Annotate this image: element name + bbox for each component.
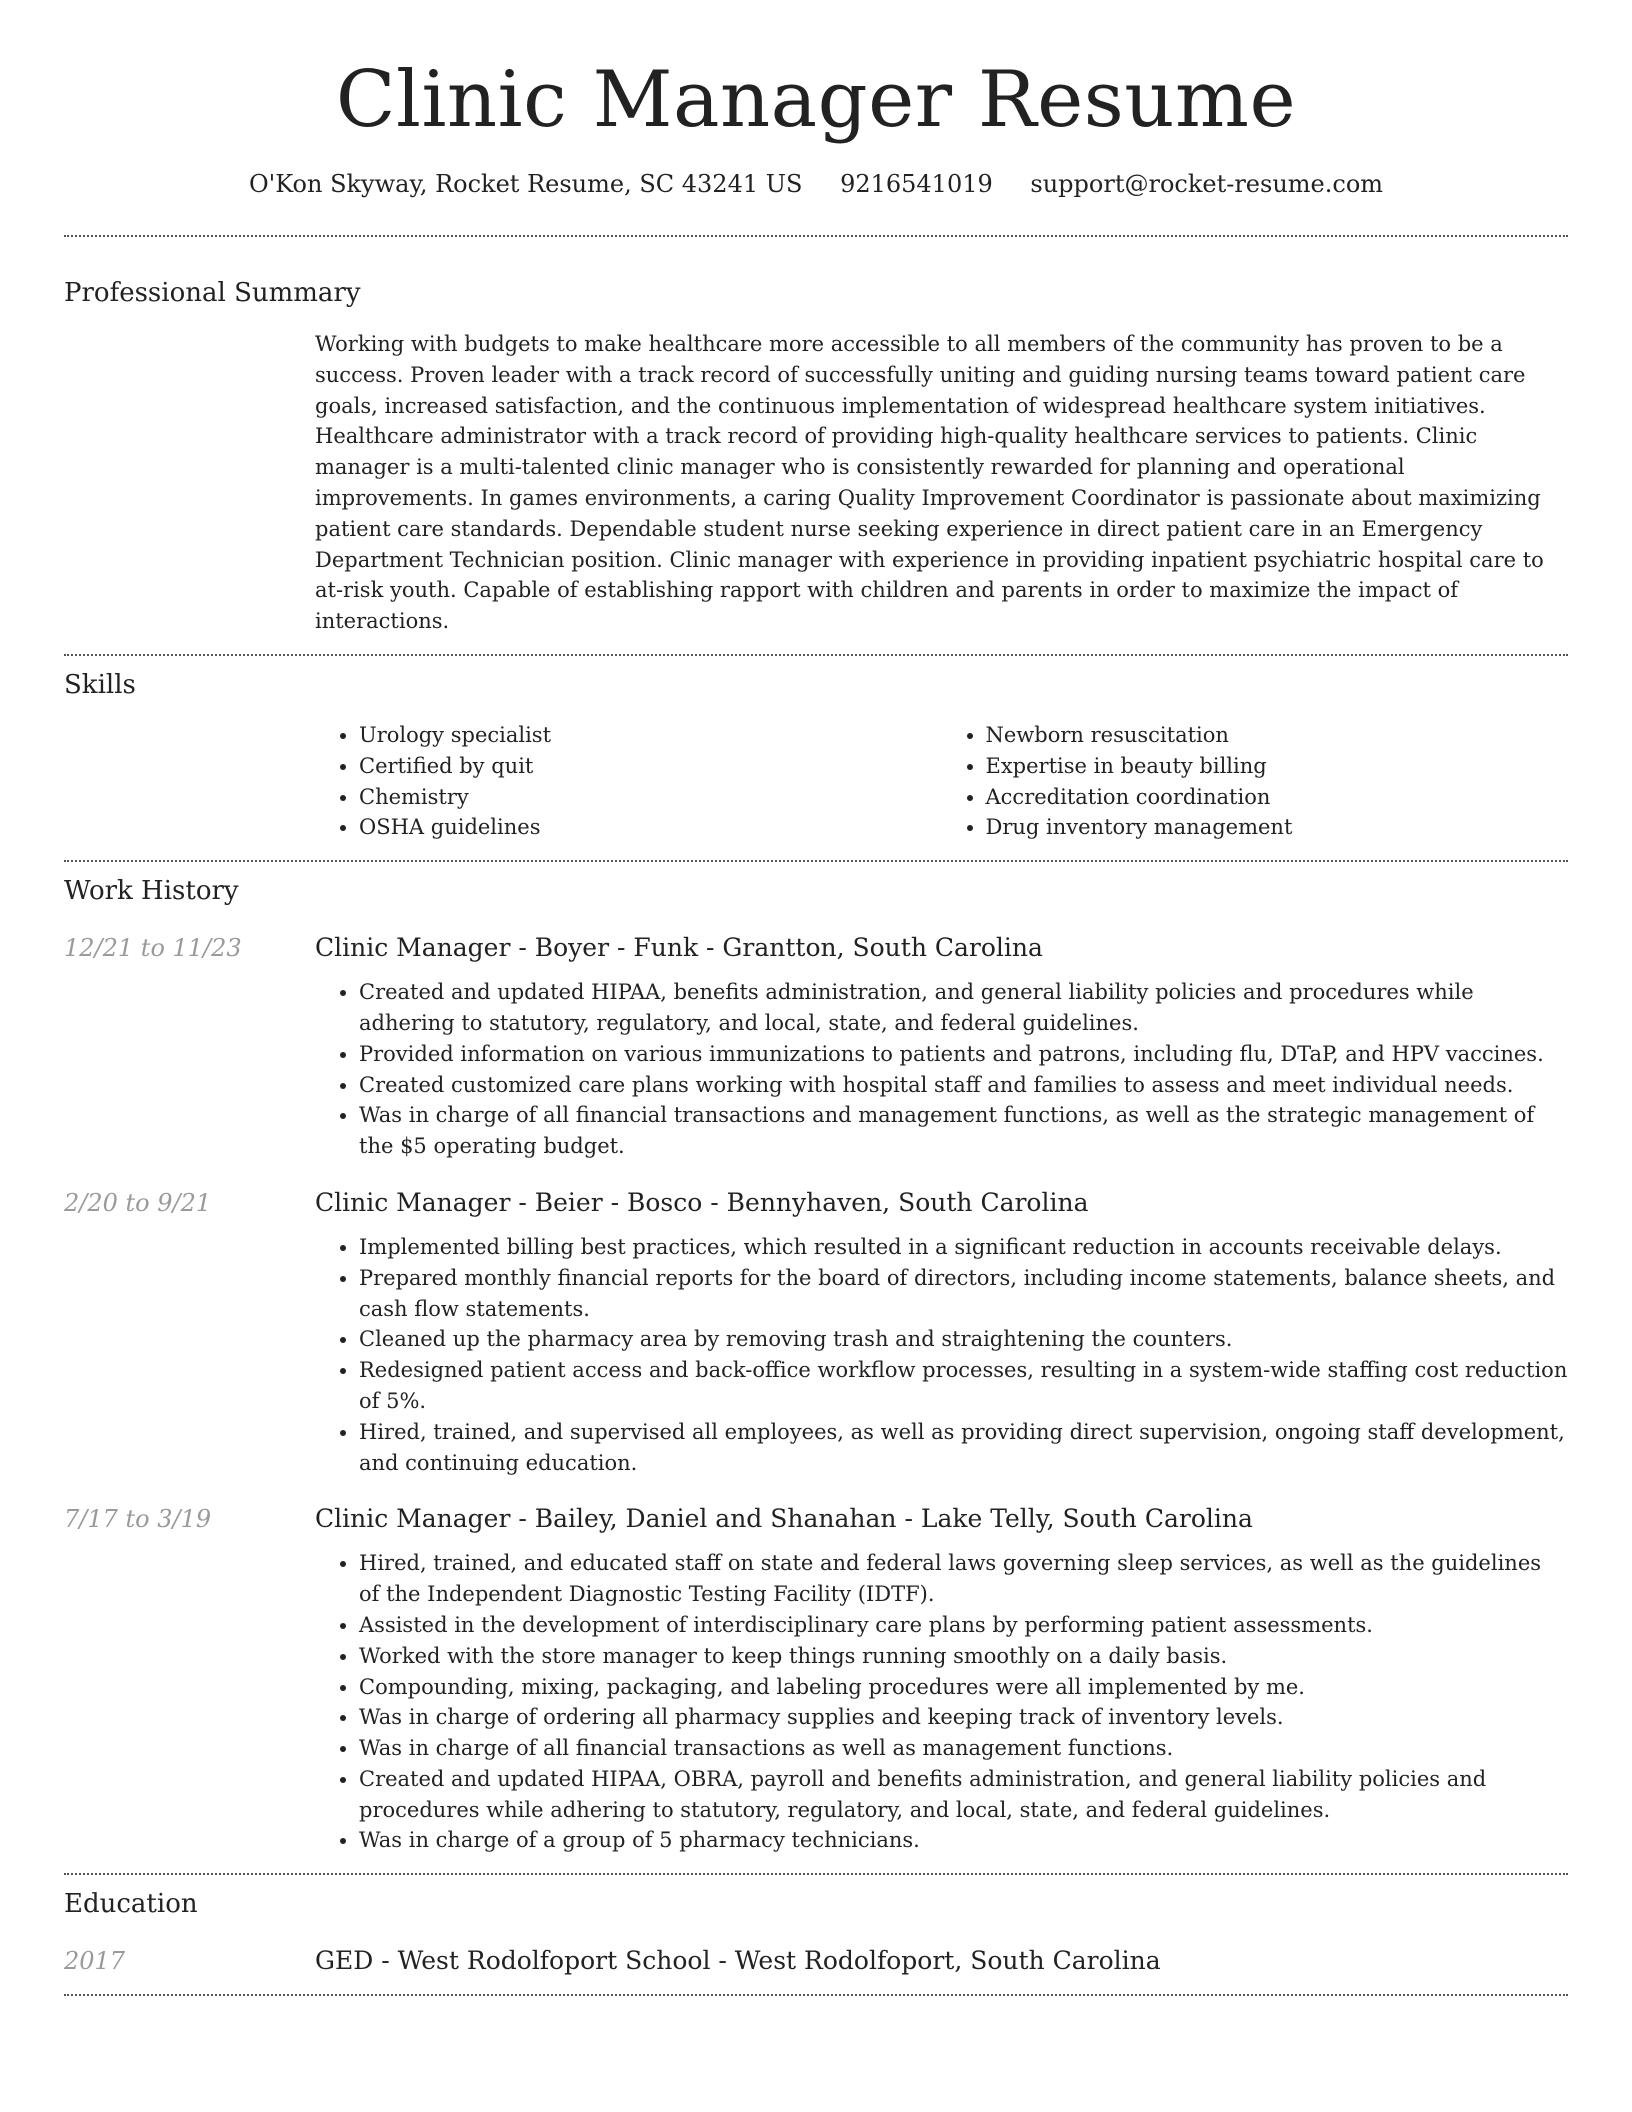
job-title: Clinic Manager - Boyer - Funk - Grantton, South Carolina xyxy=(315,933,1043,963)
summary-text: Working with budgets to make healthcare more accessible to all members of the community has proven to be a success. Proven leader with a track record of successfully uniting and guiding nursing teams toward patient care goals, increased satisfaction, and the continuous implementation of widespread healthcare system initiatives. Healthcare administrator with a track record of providing high-quality healthcare services to patients. Clinic manager is a multi-talented clinic manager who is consistently rewarded for planning and operational improvements. In games environments, a caring Quality Improvement Coordinator is passionate about maximizing patient care standards. Dependable student nurse seeking experience in direct patient care in an Emergency Department Technician position. Clinic manager with experience in providing inpatient psychiatric hospital care to at-risk youth. Capable of establishing rapport with children and parents in order to maximize the impact of interactions. xyxy=(315,332,1544,634)
job-bullet: • Was in charge of ordering all pharmacy supplies and keeping track of inventory levels. xyxy=(359,1702,1568,1733)
job-bullet: • Compounding, mixing, packaging, and labeling procedures were all implemented by me. xyxy=(359,1672,1568,1703)
job-entry xyxy=(64,1185,1568,1478)
section-divider xyxy=(64,1873,1568,1875)
section-divider xyxy=(64,860,1568,862)
job-details xyxy=(315,1185,1568,1478)
education-heading: Education xyxy=(64,1889,198,1920)
contact-address: O'Kon Skyway, Rocket Resume, SC 43241 US xyxy=(248,170,803,198)
skill-item: • Certified by quit xyxy=(359,751,942,782)
education-details xyxy=(315,1943,1568,1979)
skill-item: • Accreditation coordination xyxy=(986,782,1569,813)
work-history-heading: Work History xyxy=(64,876,239,907)
job-bullet: • Was in charge of all financial transactions as well as management functions. xyxy=(359,1733,1568,1764)
job-bullet: • Cleaned up the pharmacy area by removing trash and straightening the counters. xyxy=(359,1324,1568,1355)
resume-title: Clinic Manager Resume xyxy=(335,55,1297,145)
skill-item: • Newborn resuscitation xyxy=(986,720,1569,751)
job-bullet: • Implemented billing best practices, which resulted in a significant reduction in accounts receivable delays. xyxy=(359,1232,1568,1263)
job-bullet: • Hired, trained, and supervised all employees, as well as providing direct supervision, ongoing staff development, and continuing education. xyxy=(359,1417,1568,1479)
job-bullet: • Assisted in the development of interdisciplinary care plans by performing patient assessments. xyxy=(359,1610,1568,1641)
contact-email: support@rocket-resume.com xyxy=(1030,170,1384,198)
job-date: 7/17 to 3/19 xyxy=(64,1505,212,1534)
resume-header xyxy=(64,48,1568,200)
job-bullet: • Provided information on various immunizations to patients and patrons, including flu, DTaP, and HPV vaccines. xyxy=(359,1039,1568,1070)
section-divider xyxy=(64,235,1568,237)
job-bullet: • Prepared monthly financial reports for the board of directors, including income statements, balance sheets, and cash flow statements. xyxy=(359,1263,1568,1325)
contact-line xyxy=(64,168,1568,200)
job-bullet: • Was in charge of a group of 5 pharmacy technicians. xyxy=(359,1825,1568,1856)
job-date: 12/21 to 11/23 xyxy=(64,934,242,963)
job-date: 2/20 to 9/21 xyxy=(64,1188,212,1217)
job-details xyxy=(315,930,1568,1162)
job-bullets xyxy=(315,1548,1568,1856)
skill-item: • OSHA guidelines xyxy=(359,812,942,843)
education-date: 2017 xyxy=(64,1947,126,1976)
job-bullet: • Hired, trained, and educated staff on state and federal laws governing sleep services, as well as the guidelines of the Independent Diagnostic Testing Facility (IDTF). xyxy=(359,1548,1568,1610)
summary-section xyxy=(64,275,1568,637)
job-bullet: • Worked with the store manager to keep things running smoothly on a daily basis. xyxy=(359,1641,1568,1672)
job-details xyxy=(315,1501,1568,1856)
education-title: GED - West Rodolfoport School - West Rodolfoport, South Carolina xyxy=(315,1946,1161,1976)
summary-content xyxy=(315,329,1568,637)
summary-heading: Professional Summary xyxy=(64,278,361,308)
skills-section xyxy=(64,667,1568,843)
skills-column-right xyxy=(942,720,1569,843)
job-bullet: • Created and updated HIPAA, benefits administration, and general liability policies and procedures while adhering to statutory, regulatory, and local, state, and federal guidelines. xyxy=(359,977,1568,1039)
section-divider xyxy=(64,654,1568,656)
job-bullet: • Redesigned patient access and back-office workflow processes, resulting in a system-wide staffing cost reduction of 5%. xyxy=(359,1355,1568,1417)
skill-item: • Expertise in beauty billing xyxy=(986,751,1569,782)
skill-item: • Urology specialist xyxy=(359,720,942,751)
job-bullet: • Was in charge of all financial transactions and management functions, as well as the strategic management of the $5 operating budget. xyxy=(359,1100,1568,1162)
job-entry xyxy=(64,1501,1568,1856)
job-title: Clinic Manager - Bailey, Daniel and Shanahan - Lake Telly, South Carolina xyxy=(315,1504,1253,1534)
contact-phone: 9216541019 xyxy=(840,170,993,198)
job-title: Clinic Manager - Beier - Bosco - Bennyhaven, South Carolina xyxy=(315,1187,1089,1217)
skill-item: • Drug inventory management xyxy=(986,812,1569,843)
education-entry xyxy=(64,1943,1568,1979)
skills-list xyxy=(315,720,1568,843)
section-divider xyxy=(64,1994,1568,1996)
job-entry xyxy=(64,930,1568,1162)
skills-heading: Skills xyxy=(64,669,136,700)
skill-item: • Chemistry xyxy=(359,782,942,813)
skills-column-left xyxy=(315,720,942,843)
job-bullet: • Created and updated HIPAA, OBRA, payroll and benefits administration, and general liability policies and procedures while adhering to statutory, regulatory, and local, state, and federal guidelines. xyxy=(359,1764,1568,1826)
job-bullets xyxy=(315,1232,1568,1478)
job-bullet: • Created customized care plans working with hospital staff and families to assess and meet individual needs. xyxy=(359,1070,1568,1101)
job-bullets xyxy=(315,977,1568,1162)
education-section xyxy=(64,1886,1568,1979)
work-history-section xyxy=(64,873,1568,1856)
